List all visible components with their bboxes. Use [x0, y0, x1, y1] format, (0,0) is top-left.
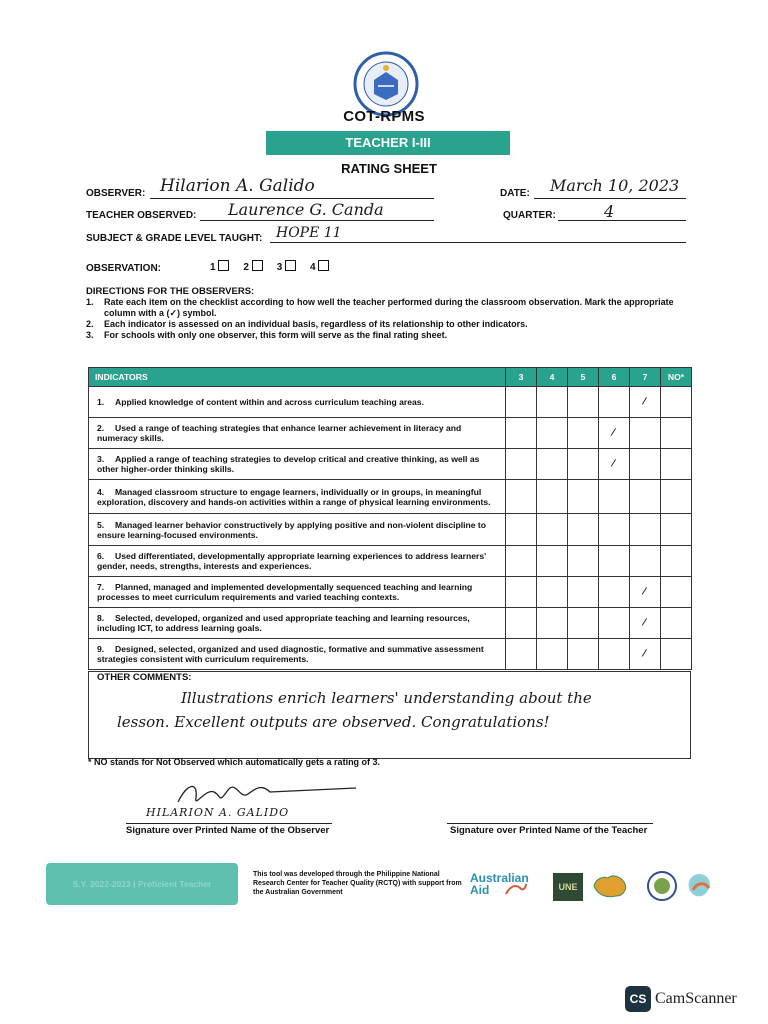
indicator-cell: 6. Used differentiated, developmentally appropriate learning experiences to address learners' gender, needs, strengths, interests and experiences.	[89, 546, 506, 577]
direction-item: 3. For schools with only one observer, this form will serve as the final rating sheet.	[86, 330, 448, 340]
rating-cell[interactable]	[568, 480, 599, 514]
australian-aid-logo: Australian Aid	[470, 871, 529, 897]
rating-cell[interactable]	[661, 387, 692, 418]
rating-cell[interactable]	[661, 449, 692, 480]
rating-cell[interactable]	[661, 577, 692, 608]
rctq-logo-icon	[683, 870, 715, 902]
checkbox-icon[interactable]	[252, 260, 263, 271]
rating-cell[interactable]	[599, 608, 630, 639]
teacher-value[interactable]: Laurence G. Canda	[228, 200, 384, 219]
check-mark-icon: ⁄	[611, 458, 617, 470]
observation-label: OBSERVATION:	[86, 263, 162, 274]
table-row	[89, 608, 692, 639]
directions-heading: DIRECTIONS FOR THE OBSERVERS:	[86, 286, 255, 297]
rating-cell[interactable]	[568, 514, 599, 546]
comments-box	[88, 671, 691, 759]
observer-signature-caption: Signature over Printed Name of the Observer	[126, 825, 330, 836]
observer-signature-line	[126, 823, 332, 824]
rating-cell[interactable]	[537, 387, 568, 418]
rating-cell[interactable]	[661, 514, 692, 546]
camscanner-logo-icon: CS	[625, 986, 651, 1012]
indicator-cell: 1. Applied knowledge of content within and across curriculum teaching areas.	[89, 387, 506, 418]
indicator-cell: 3. Applied a range of teaching strategies to develop critical and creative thinking, as well as other higher-order thinking skills.	[89, 449, 506, 480]
indicator-cell: 7. Planned, managed and implemented developmentally sequenced teaching and learning processes to meet curriculum requirements and varied teaching contexts.	[89, 577, 506, 608]
teacher-level-bar: TEACHER I-III	[266, 131, 510, 155]
table-row	[89, 514, 692, 546]
rating-cell[interactable]	[630, 608, 661, 639]
comments-label: OTHER COMMENTS:	[97, 672, 192, 683]
check-mark-icon: ⁄	[642, 396, 648, 408]
rating-cell[interactable]	[599, 577, 630, 608]
indicator-cell: 4. Managed classroom structure to engage learners, individually or in groups, in meaningful exploration, discovery and hands-on activities within a range of physical learning environments.	[89, 480, 506, 514]
rating-cell[interactable]	[568, 577, 599, 608]
rating-cell[interactable]	[630, 514, 661, 546]
kangaroo-icon	[504, 882, 528, 896]
rating-cell[interactable]	[630, 449, 661, 480]
comments-line-2[interactable]: lesson. Excellent outputs are observed. Congratulations!	[117, 713, 550, 731]
rating-cell[interactable]	[506, 418, 537, 449]
date-label: DATE:	[500, 188, 530, 199]
camscanner-watermark	[625, 986, 737, 1012]
rating-cell[interactable]	[661, 418, 692, 449]
direction-item: 2. Each indicator is assessed on an individual basis, regardless of its relationship to other indicators.	[86, 319, 528, 329]
observation-option-3[interactable]: 3	[277, 260, 296, 273]
table-row	[89, 387, 692, 418]
rating-cell[interactable]	[537, 514, 568, 546]
rating-cell[interactable]	[537, 639, 568, 670]
date-value[interactable]: March 10, 2023	[550, 176, 680, 195]
rating-cell[interactable]	[568, 608, 599, 639]
rating-cell[interactable]	[630, 480, 661, 514]
checkbox-icon[interactable]	[285, 260, 296, 271]
rating-cell[interactable]	[537, 577, 568, 608]
observer-printed-name: HILARION A. GALIDO	[146, 806, 290, 819]
rating-cell[interactable]	[537, 418, 568, 449]
observation-option-4[interactable]: 4	[310, 260, 329, 273]
indicator-cell: 2. Used a range of teaching strategies that enhance learner achievement in literacy and numeracy skills.	[89, 418, 506, 449]
table-row	[89, 639, 692, 670]
school-year-bar: S.Y. 2022-2023 | Proficient Teacher	[46, 863, 238, 905]
teacher-signature-line	[447, 823, 653, 824]
rating-cell[interactable]	[506, 514, 537, 546]
indicator-cell: 8. Selected, developed, organized and used appropriate teaching and learning resources, including ICT, to address learning goals.	[89, 608, 506, 639]
rating-cell[interactable]	[568, 418, 599, 449]
rating-cell[interactable]	[506, 480, 537, 514]
check-mark-icon: ⁄	[642, 648, 648, 660]
quarter-label: QUARTER:	[503, 210, 556, 221]
not-observed-note: * NO stands for Not Observed which automatically gets a rating of 3.	[88, 757, 381, 767]
teacher-signature-caption: Signature over Printed Name of the Teacher	[450, 825, 648, 836]
rating-cell[interactable]	[630, 577, 661, 608]
australia-map-icon	[590, 872, 630, 900]
table-row	[89, 418, 692, 449]
rating-cell[interactable]	[506, 639, 537, 670]
rating-cell[interactable]	[568, 639, 599, 670]
subject-label: SUBJECT & GRADE LEVEL TAUGHT:	[86, 233, 263, 244]
column-header: 5	[568, 368, 599, 387]
rating-cell[interactable]	[599, 514, 630, 546]
date-line	[534, 198, 686, 199]
rating-cell[interactable]	[630, 639, 661, 670]
teacher-line	[200, 220, 434, 221]
rating-cell[interactable]	[599, 418, 630, 449]
checkbox-icon[interactable]	[218, 260, 229, 271]
rating-cell[interactable]	[599, 387, 630, 418]
table-row	[89, 480, 692, 514]
table-row	[89, 577, 692, 608]
indicators-header: INDICATORS	[89, 368, 506, 387]
observation-option-2[interactable]: 2	[243, 260, 262, 273]
directions	[86, 286, 706, 341]
quarter-value[interactable]: 4	[604, 202, 615, 221]
column-header: 3	[506, 368, 537, 387]
observation-option-1[interactable]: 1	[210, 260, 229, 273]
rating-cell[interactable]	[568, 449, 599, 480]
table-row	[89, 546, 692, 577]
check-mark-icon: ⁄	[611, 427, 617, 439]
rating-cell[interactable]	[661, 546, 692, 577]
rating-cell[interactable]	[506, 608, 537, 639]
subject-value[interactable]: HOPE 11	[276, 225, 342, 241]
rating-cell[interactable]	[661, 639, 692, 670]
teacher-label: TEACHER OBSERVED:	[86, 210, 197, 221]
check-mark-icon: ⁄	[642, 617, 648, 629]
rating-cell[interactable]	[537, 480, 568, 514]
observer-label: OBSERVER:	[86, 188, 146, 199]
rating-cell[interactable]	[506, 546, 537, 577]
rating-cell[interactable]	[537, 449, 568, 480]
indicator-cell: 5. Managed learner behavior constructively by applying positive and non-violent discipline to ensure learning-focused environments.	[89, 514, 506, 546]
rating-cell[interactable]	[537, 546, 568, 577]
observation-options	[210, 260, 329, 273]
rating-cell[interactable]	[630, 418, 661, 449]
camscanner-label: CamScanner	[655, 990, 737, 1007]
observer-line	[150, 198, 434, 199]
rating-cell[interactable]	[630, 546, 661, 577]
comments-line-1[interactable]: Illustrations enrich learners' understanding about the	[181, 689, 592, 707]
sheet-title: RATING SHEET	[341, 161, 437, 176]
rating-cell[interactable]	[599, 480, 630, 514]
rating-cell[interactable]	[568, 387, 599, 418]
deped-logo-icon	[646, 870, 678, 902]
rating-cell[interactable]	[599, 639, 630, 670]
rating-cell[interactable]	[506, 387, 537, 418]
check-mark-icon: ⁄	[642, 586, 648, 598]
rating-cell[interactable]	[661, 608, 692, 639]
rating-cell[interactable]	[599, 449, 630, 480]
rating-cell[interactable]	[506, 577, 537, 608]
rating-cell[interactable]	[568, 546, 599, 577]
page-title: COT-RPMS	[343, 108, 425, 125]
table-header-row	[89, 368, 692, 387]
direction-item: 1. Rate each item on the checklist according to how well the teacher performed during the classroom observation. Mark the appropriate column with a (✓) symbol.	[86, 297, 674, 318]
une-logo: UNE	[553, 873, 583, 901]
column-header: NO*	[661, 368, 692, 387]
indicator-cell: 9. Designed, selected, organized and used diagnostic, formative and summative assessment strategies consistent with curriculum requirements.	[89, 639, 506, 670]
rating-cell[interactable]	[537, 608, 568, 639]
subject-line	[270, 242, 686, 243]
rating-cell[interactable]	[506, 449, 537, 480]
column-header: 4	[537, 368, 568, 387]
indicators-table	[88, 367, 692, 670]
rating-cell[interactable]	[599, 546, 630, 577]
quarter-line	[558, 220, 686, 221]
rating-cell[interactable]	[630, 387, 661, 418]
checkbox-icon[interactable]	[318, 260, 329, 271]
development-note: This tool was developed through the Philippine National Research Center for Teacher Quality (RCTQ) with support from the Australian Government	[253, 871, 462, 896]
observer-value[interactable]: Hilarion A. Galido	[160, 176, 315, 196]
rating-cell[interactable]	[661, 480, 692, 514]
column-header: 6	[599, 368, 630, 387]
column-header: 7	[630, 368, 661, 387]
table-row	[89, 449, 692, 480]
